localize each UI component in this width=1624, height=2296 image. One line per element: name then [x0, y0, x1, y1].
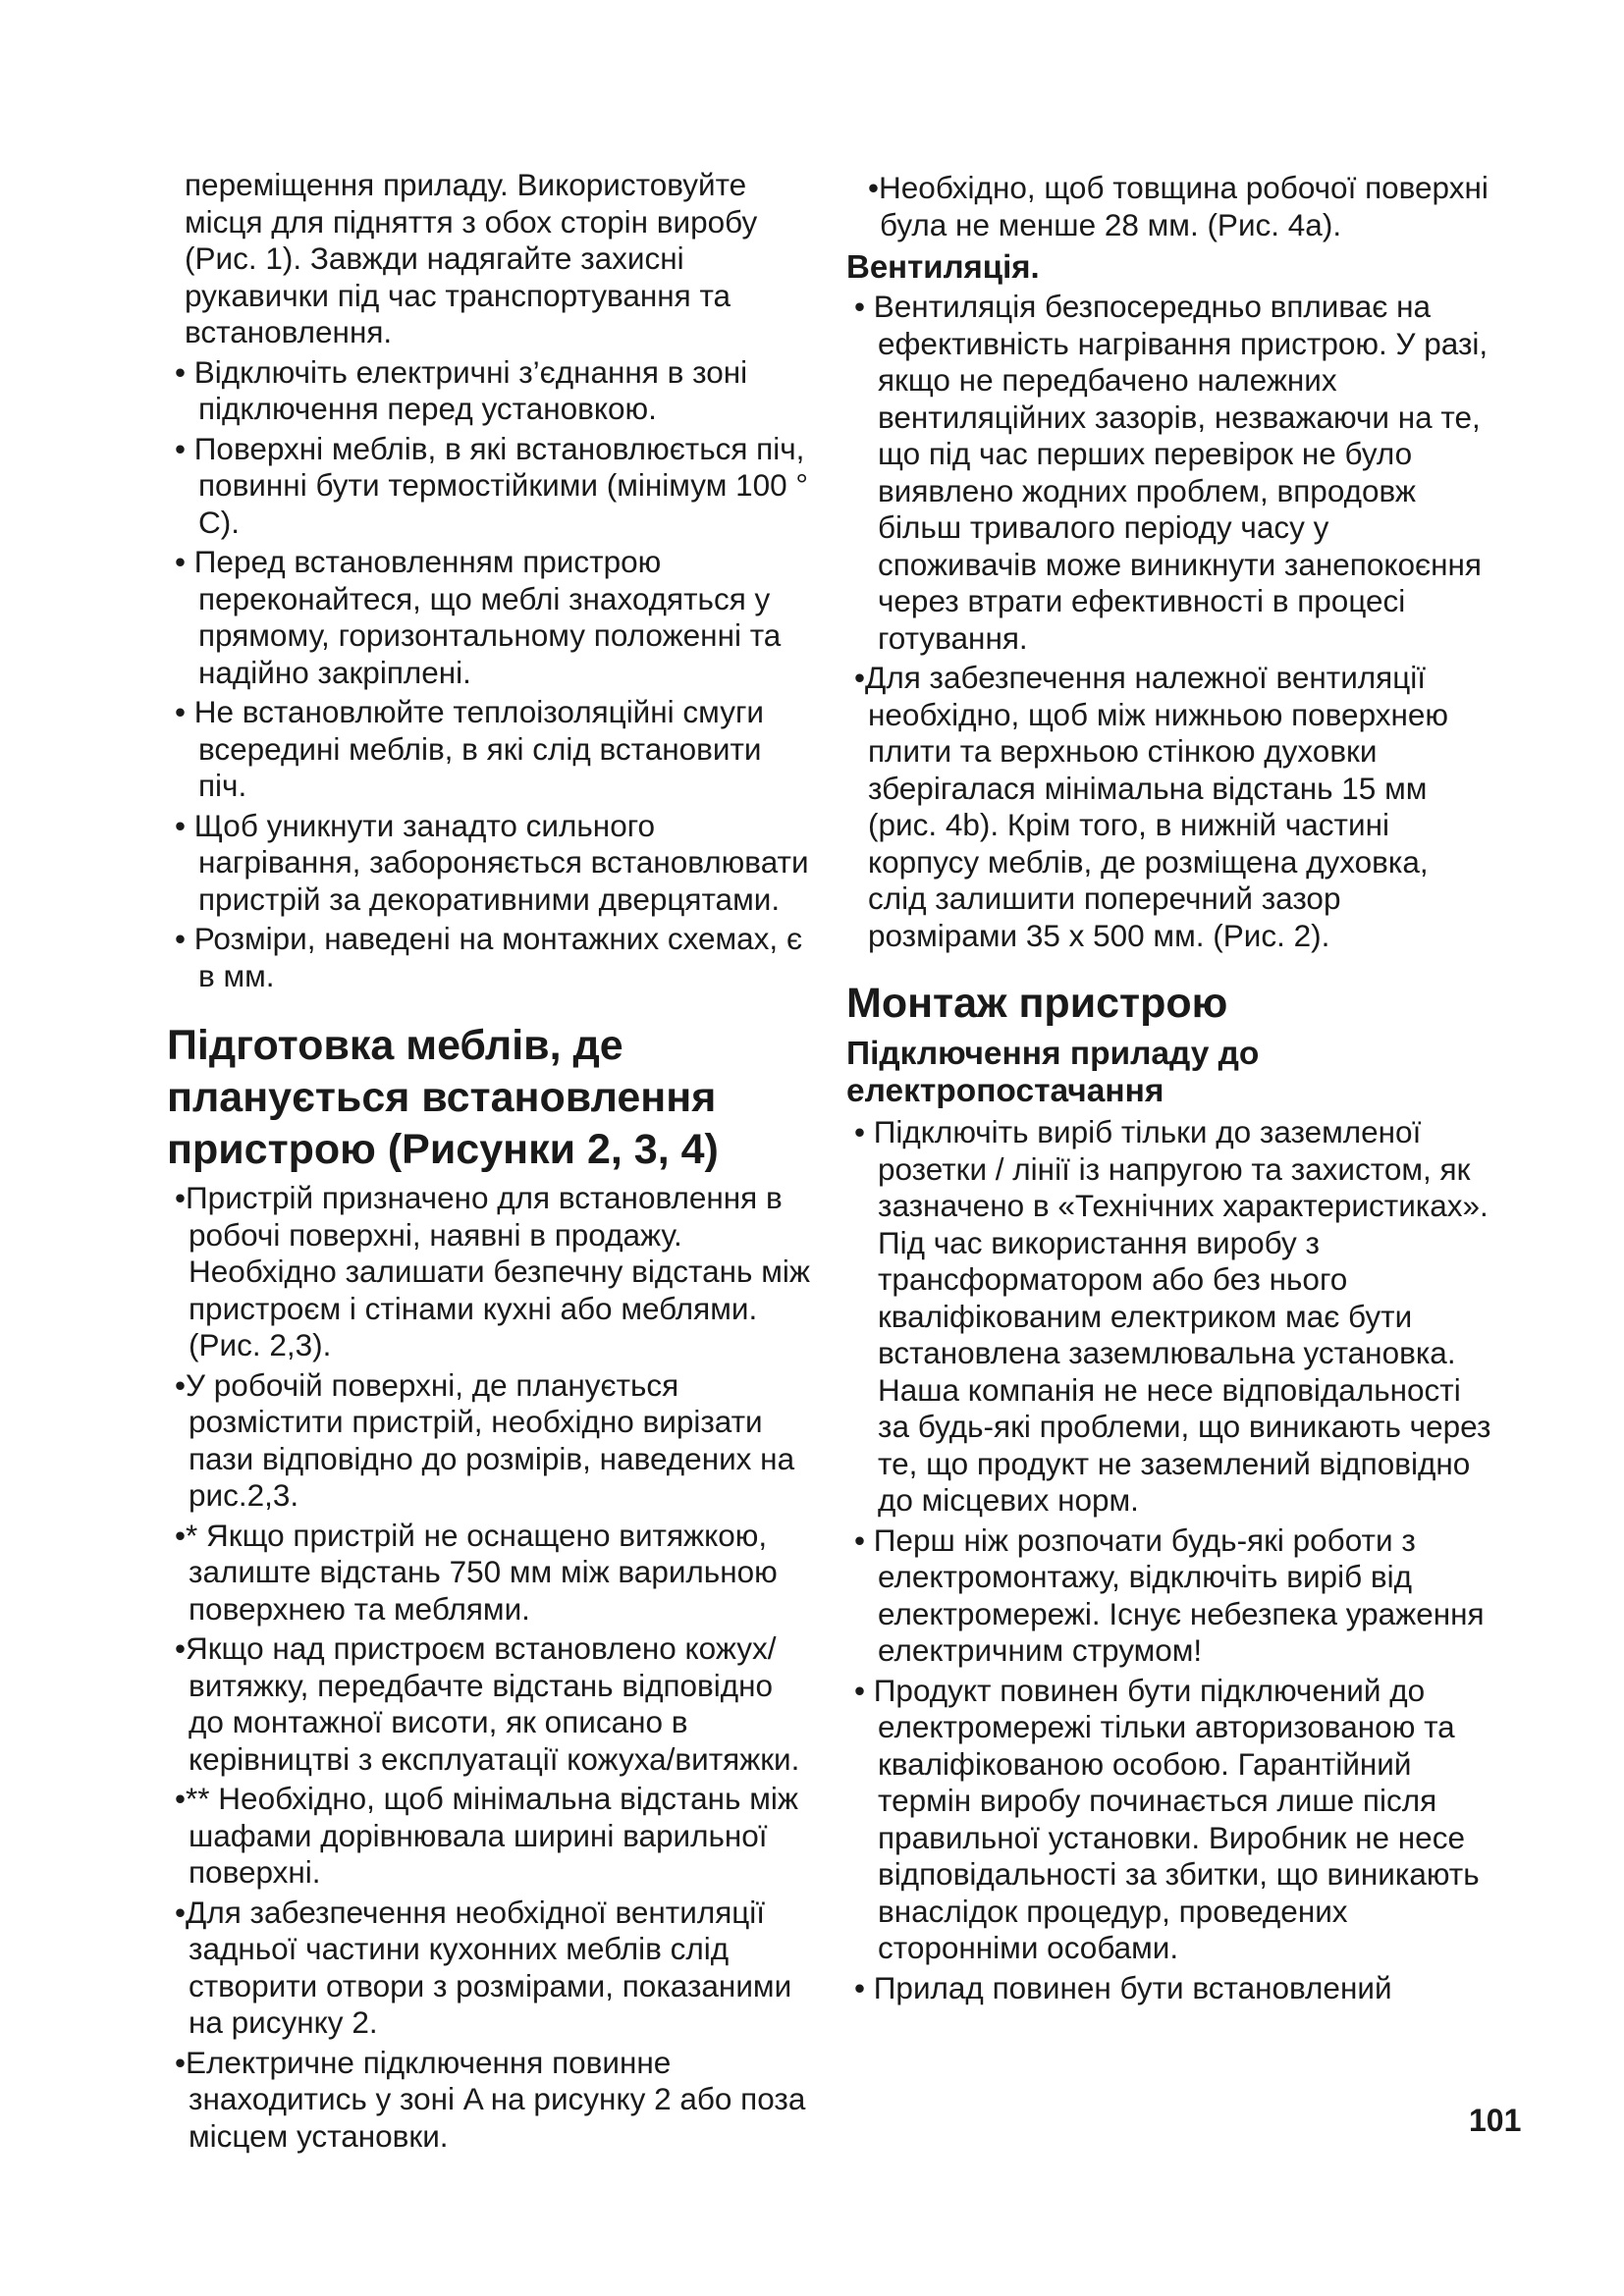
section-title-furniture-preparation — [167, 1020, 815, 1176]
list-item: •Для забезпечення необхідної вентиляції задньої частини кухонних меблів слід створити отвори з розмірами, показаними на рисунку 2. — [175, 1894, 792, 2040]
section-title-line: пристрою (Рисунки 2, 3, 4) — [167, 1126, 719, 1173]
list-item: •Для забезпечення належної вентиляції необхідно, щоб між нижньою поверхнею плити та верхньою стінкою духовки зберігалася мінімальна відстань 15 мм (рис. 4b). Крім того, в нижній частині корпусу меблів, де розміщена духовка, слід залишити поперечний зазор розмірами 35 x 500 мм. (Рис. 2). — [854, 660, 1449, 953]
list-item: •Пристрій призначено для встановлення в робочі поверхні, наявні в продажу. Необхідно залишати безпечну відстань між пристроєм і стінами кухні або меблями. (Рис. 2,3). — [175, 1180, 810, 1362]
list-item: •Електричне підключення повинне знаходитись у зоні A на рисунку 2 або поза місцем установки. — [175, 2044, 806, 2154]
continuation-paragraph: переміщення приладу. Використовуйте місця для підняття з обох сторін виробу (Рис. 1). Завжди надягайте захисні рукавички під час транспортування та встановлення. — [185, 167, 758, 349]
list-item: • Перш ніж розпочати будь-які роботи з електромонтажу, відключіть виріб від електромережі. Існує небезпека ураження електричним струмом! — [854, 1522, 1485, 1668]
list-item: • Підключіть виріб тільки до заземленої розетки / лінії із напругою та захистом, як зазначено в «Технічних характеристиках». Під час використання виробу з трансформатором або без нього кваліфікованим електриком має бути встановлена заземлювальна установка. Наша компанія не несе відповідальності за будь-які проблеми, що виникають через те, що продукт не заземлений відповідно до місцевих норм. — [854, 1114, 1491, 1518]
section-title-installation: Монтаж пристрою — [846, 980, 1228, 1027]
list-item: • Відключіть електричні з’єднання в зоні підключення перед установкою. — [175, 353, 748, 426]
list-item: • Вентиляція безпосередньо впливає на ефективність нагрівання пристрою. У разі, якщо не передбачено належних вентиляційних зазорів, незважаючи на те, що під час перших перевірок не було виявлено жодних проблем, впродовж більш тривалого періоду часу у споживачів може виникнути занепокоєння через втрати ефективності в процесі готування. — [854, 289, 1489, 656]
list-item: •Необхідно, щоб товщина робочої поверхні була не менше 28 мм. (Рис. 4a). — [868, 170, 1489, 242]
page-number: 101 — [1469, 2103, 1522, 2138]
list-item: • Розміри, наведені на монтажних схемах, є в мм. — [175, 921, 803, 993]
section-title-line: Підготовка меблів, де — [167, 1022, 623, 1069]
list-item: •* Якщо пристрій не оснащено витяжкою, залиште відстань 750 мм між варильною поверхнею та меблями. — [175, 1517, 778, 1627]
section-title-line: планується встановлення — [167, 1074, 717, 1121]
right-column — [846, 167, 1494, 2006]
list-item: • Щоб уникнути занадто сильного нагрівання, забороняється встановлювати пристрій за декоративними дверцятами. — [175, 807, 809, 917]
list-item: • Продукт повинен бути підключений до електромережі тільки авторизованою та кваліфікованою особою. Гарантійний термін виробу починається лише після правильної установки. Виробник не несе відповідальності за збитки, що виникають внаслідок процедур, проведених сторонніми особами. — [854, 1672, 1480, 1965]
list-item: • Не встановлюйте теплоізоляційні смуги всередині меблів, в які слід встановити піч. — [175, 694, 765, 803]
subsection-title-line: Підключення приладу до — [846, 1036, 1260, 1072]
list-item: • Прилад повинен бути встановлений — [854, 1969, 1392, 2005]
list-item: •** Необхідно, щоб мінімальна відстань між шафами дорівнювала ширині варильної поверхні. — [175, 1781, 798, 1890]
left-column — [167, 167, 815, 2155]
list-item: •У робочій поверхні, де планується розмістити пристрій, необхідно вирізати пази відповідно до розмірів, наведених на рис.2,3. — [175, 1366, 795, 1513]
ventilation-heading: Вентиляція. — [846, 248, 1040, 285]
list-item: • Перед встановленням пристрою переконайтеся, що меблі знаходяться у прямому, горизонтальному положенні та надійно закріплені. — [175, 544, 782, 690]
subsection-title-electrical-connection — [846, 1036, 1494, 1110]
list-item: •Якщо над пристроєм встановлено кожух/витяжку, передбачте відстань відповідно до монтажної висоти, як описано в керівництві з експлуатації кожуха/витяжки. — [175, 1630, 800, 1777]
list-item: • Поверхні меблів, в які встановлюється піч, повинні бути термостійкими (мінімум 100 ° C). — [175, 430, 809, 540]
subsection-title-line: електропостачання — [846, 1073, 1164, 1109]
